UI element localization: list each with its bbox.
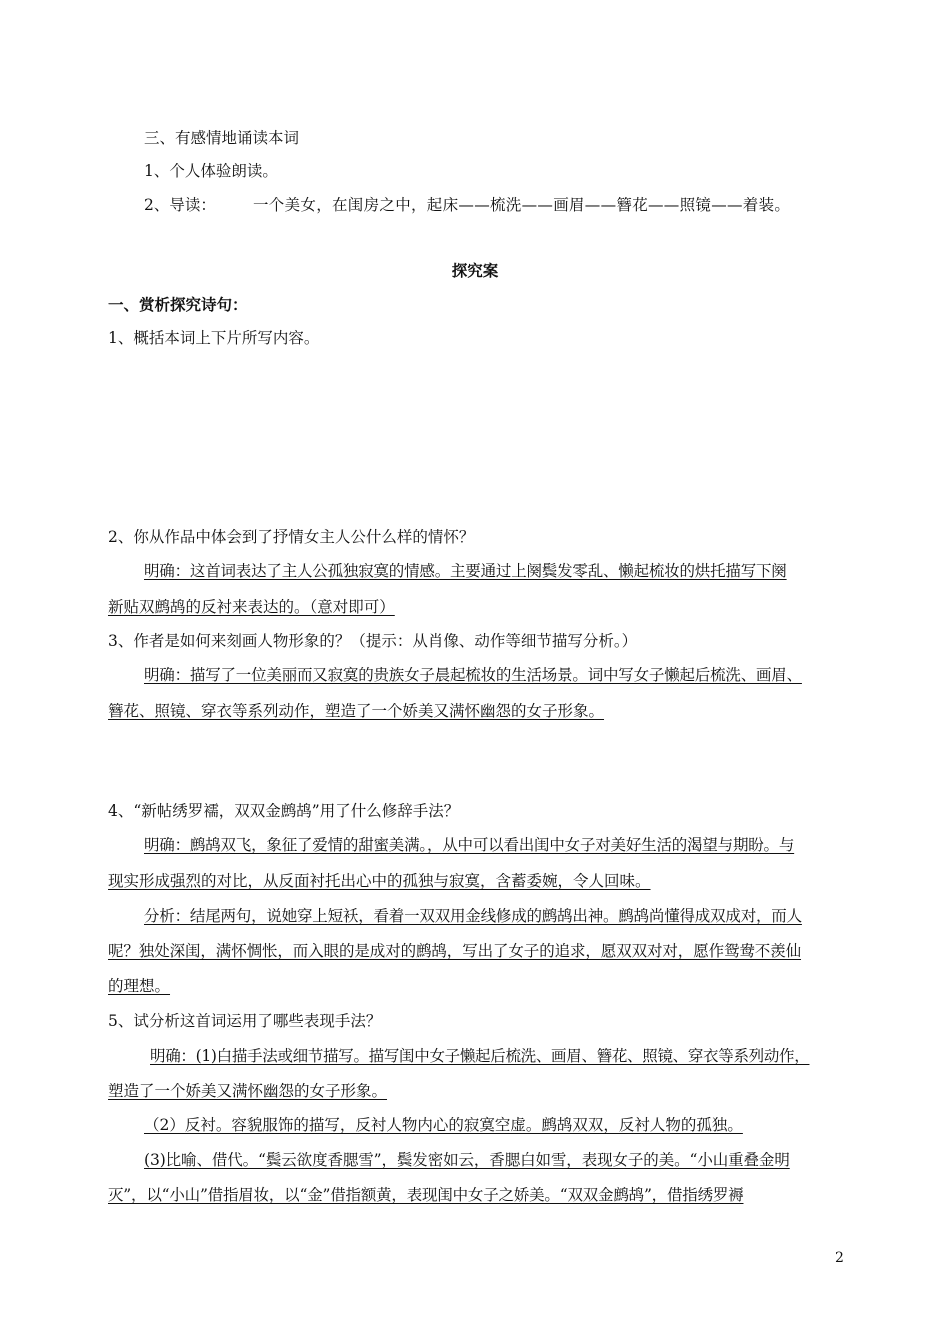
q4-answer-line-1: 明确：鹧鸪双飞，象征了爱情的甜蜜美满。，从中可以看出闺中女子对美好生活的渴望与期盼。与 [144, 836, 795, 854]
q3-answer-line-2: 簪花、照镜、穿衣等系列动作，塑造了一个娇美又满怀幽怨的女子形象。 [108, 702, 605, 720]
q5-answer-line-2: 塑造了一个娇美又满怀幽怨的女子形象。 [108, 1082, 388, 1100]
q5-answer-line-4: (3)比喻、借代。“鬓云欲度香腮雪”，鬓发密如云，香腮白如雪，表现女子的美。“小山重叠金明 [144, 1151, 790, 1169]
part1-heading: 一、赏析探究诗句： [108, 295, 248, 314]
section3-item-2-label: 2、导读： [144, 196, 216, 214]
question-5: 5、试分析这首词运用了哪些表现手法？ [108, 1012, 382, 1030]
q4-analysis-line-2: 呢？独处深闺，满怀惆怅，而入眼的是成对的鹧鸪，写出了女子的追求，愿双双对对，愿作鸳鸯不羡仙 [108, 942, 802, 960]
q5-answer-line-3: （2）反衬。容貌服饰的描写，反衬人物内心的寂寞空虚。鹧鸪双双，反衬人物的孤独。 [144, 1116, 743, 1134]
section3-heading: 三、有感情地诵读本词 [144, 129, 300, 147]
question-4: 4、“新帖绣罗襦，双双金鹧鸪”用了什么修辞手法？ [108, 802, 460, 820]
q4-analysis-line-1: 分析：结尾两句，说她穿上短袄，看着一双双用金线修成的鹧鸪出神。鹧鸪尚懂得成双成对，而人 [144, 907, 802, 925]
question-1: 1、概括本词上下片所写内容。 [108, 329, 320, 347]
q5-answer-line-1: 明确：(1)白描手法或细节描写。描写闺中女子懒起后梳洗、画眉、簪花、照镜、穿衣等系列动作， [150, 1047, 810, 1065]
q4-answer-line-2: 现实形成强烈的对比，从反面衬托出心中的孤独与寂寞，含蓄委婉，令人回味。 [108, 872, 651, 890]
question-3: 3、作者是如何来刻画人物形象的？（提示：从肖像、动作等细节描写分析。） [108, 632, 638, 650]
q3-answer-line-1: 明确：描写了一位美丽而又寂寞的贵族女子晨起梳妆的生活场景。词中写女子懒起后梳洗、画眉、 [144, 666, 802, 684]
q4-analysis-line-3: 的理想。 [108, 977, 171, 995]
section3-item-2-text: 一个美女，在闺房之中，起床——梳洗——画眉——簪花——照镜——着装。 [253, 196, 791, 214]
inquiry-title: 探究案 [451, 261, 499, 280]
q2-answer-line-1: 明确：这首词表达了主人公孤独寂寞的情感。主要通过上阕鬓发零乱、懒起梳妆的烘托描写下阕 [144, 562, 787, 580]
page-number: 2 [835, 1250, 844, 1266]
q2-answer-line-2: 新贴双鹧鸪的反衬来表达的。（意对即可） [108, 598, 395, 616]
q5-answer-line-5: 灭”，以“小山”借指眉妆，以“金”借指额黄，表现闺中女子之娇美。“双双金鹧鸪”，借指绣罗褥 [108, 1186, 744, 1204]
question-2: 2、你从作品中体会到了抒情女主人公什么样的情怀？ [108, 528, 475, 546]
section3-item-1: 1、个人体验朗读。 [144, 162, 278, 180]
